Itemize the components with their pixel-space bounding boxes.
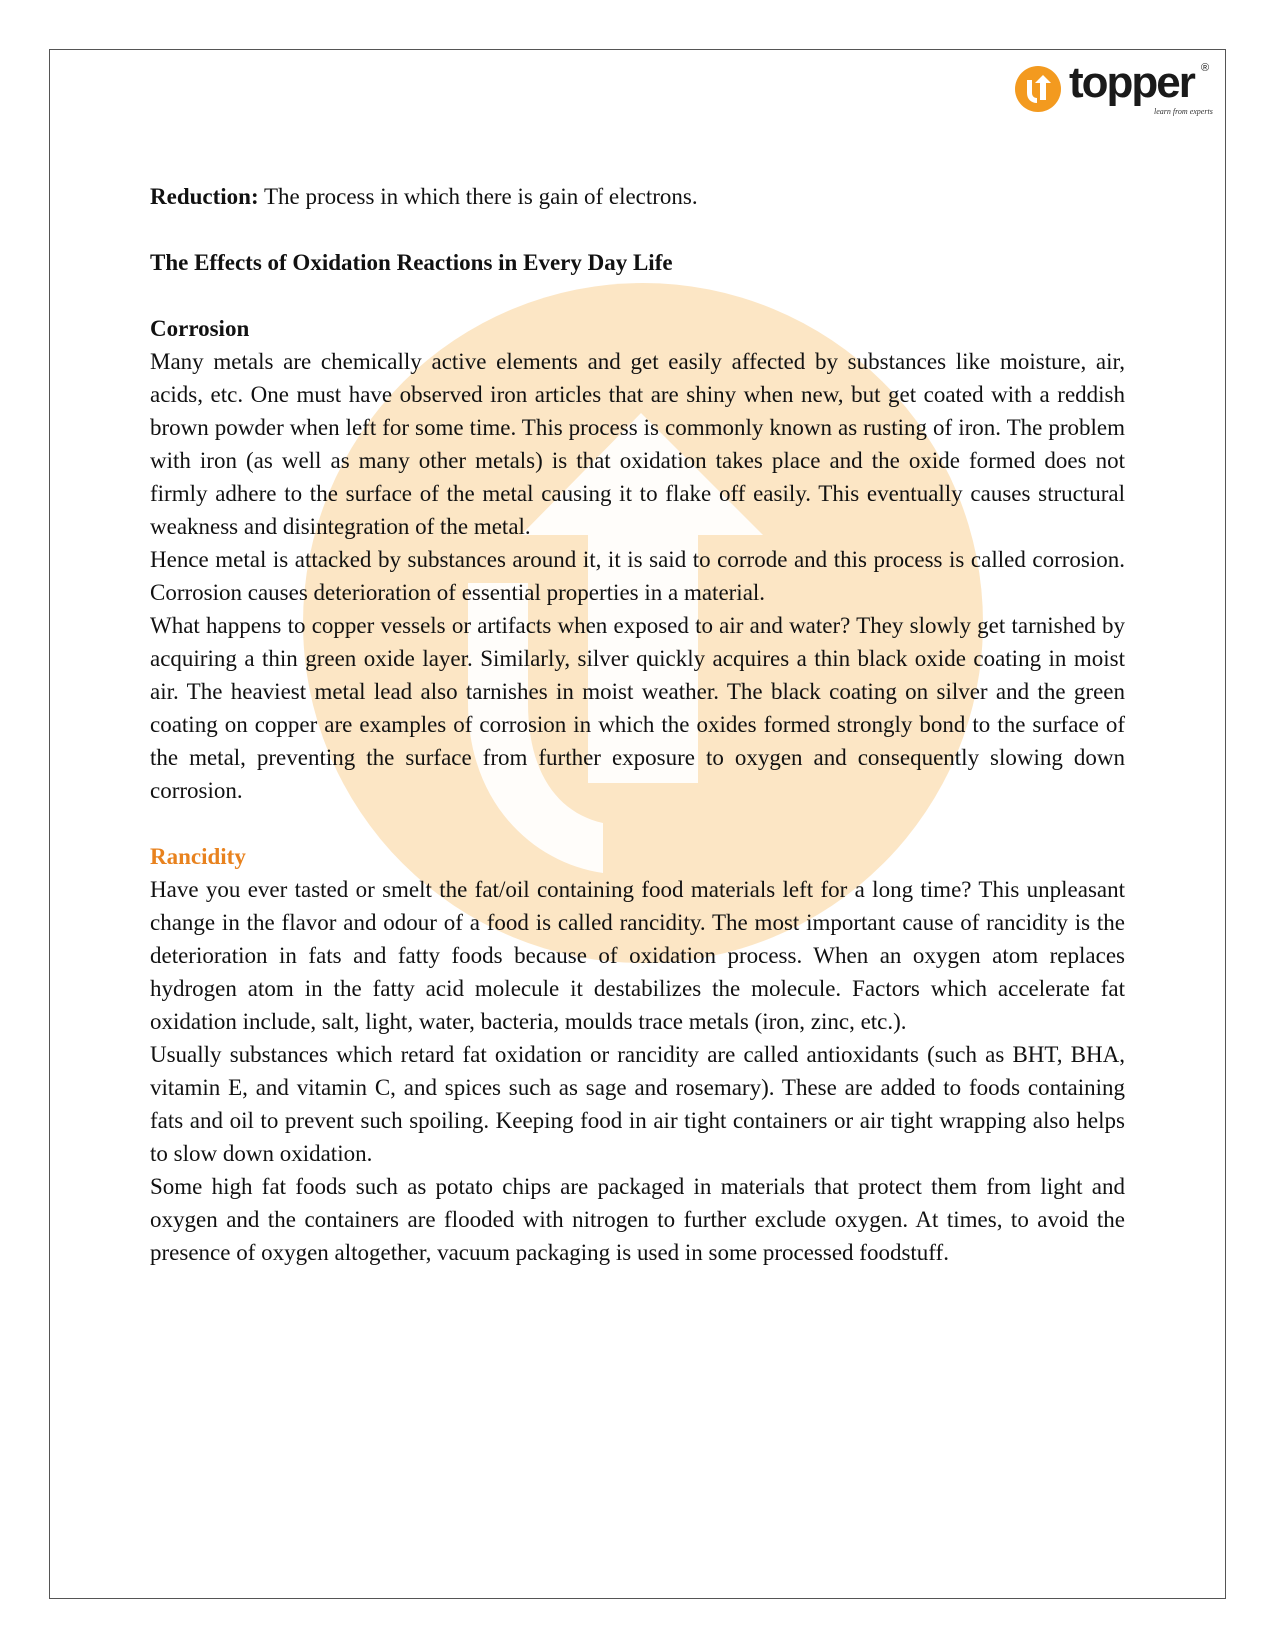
document-body xyxy=(150,180,1125,1269)
rancidity-paragraph-2: Usually substances which retard fat oxidation or rancidity are called antioxidants (such as BHT, BHA, vitamin E, and vitamin C, and spices such as sage and rosemary). These are added to foods containing fats and oil to prevent such spoiling. Keeping food in air tight containers or air tight wrapping also helps to slow down oxidation. xyxy=(150,1042,1125,1166)
logo-brand-text: topper xyxy=(1069,58,1194,107)
corrosion-paragraph-3: What happens to copper vessels or artifacts when exposed to air and water? They slowly get tarnished by acquiring a thin green oxide layer. Similarly, silver quickly acquires a thin black oxide coating in moist air. The heaviest metal lead also tarnishes in moist weather. The black coating on silver and the green coating on copper are examples of corrosion in which the oxides formed strongly bond to the surface of the metal, preventing the surface from further exposure to oxygen and consequently slowing down corrosion. xyxy=(150,613,1125,803)
corrosion-paragraph-2: Hence metal is attacked by substances around it, it is said to corrode and this process is called corrosion. Corrosion causes deterioration of essential properties in a material. xyxy=(150,547,1125,605)
logo-circle-icon xyxy=(1015,66,1061,112)
rancidity-paragraph-3: Some high fat foods such as potato chips are packaged in materials that protect them from light and oxygen and the containers are flooded with nitrogen to further exclude oxygen. At times, to avoid the presence of oxygen altogether, vacuum packaging is used in some processed foodstuff. xyxy=(150,1174,1125,1265)
corrosion-paragraph-1: Many metals are chemically active elements and get easily affected by substances like moisture, air, acids, etc. One must have observed iron articles that are shiny when new, but get coated with a reddish brown powder when left for some time. This process is commonly known as rusting of iron. The problem with iron (as well as many other metals) is that oxidation takes place and the oxide formed does not firmly adhere to the surface of the metal causing it to flake off easily. This eventually causes structural weakness and disintegration of the metal. xyxy=(150,349,1125,539)
reduction-term: Reduction: xyxy=(150,184,259,209)
logo-registered-mark: ® xyxy=(1201,62,1210,74)
rancidity-heading: Rancidity xyxy=(150,844,246,869)
reduction-text: The process in which there is gain of electrons. xyxy=(263,184,698,209)
topper-logo xyxy=(1015,58,1215,122)
reduction-definition xyxy=(150,180,1125,213)
rancidity-paragraph-1: Have you ever tasted or smelt the fat/oil containing food materials left for a long time? This unpleasant change in the flavor and odour of a food is called rancidity. The most important cause of rancidity is the deterioration in fats and fatty foods because of oxidation process. When an oxygen atom replaces hydrogen atom in the fatty acid molecule it destabilizes the molecule. Factors which accelerate fat oxidation include, salt, light, water, bacteria, moulds trace metals (iron, zinc, etc.). xyxy=(150,877,1125,1034)
logo-tagline: learn from experts xyxy=(1154,107,1213,116)
corrosion-heading: Corrosion xyxy=(150,316,250,341)
section-title: The Effects of Oxidation Reactions in Every Day Life xyxy=(150,250,673,275)
